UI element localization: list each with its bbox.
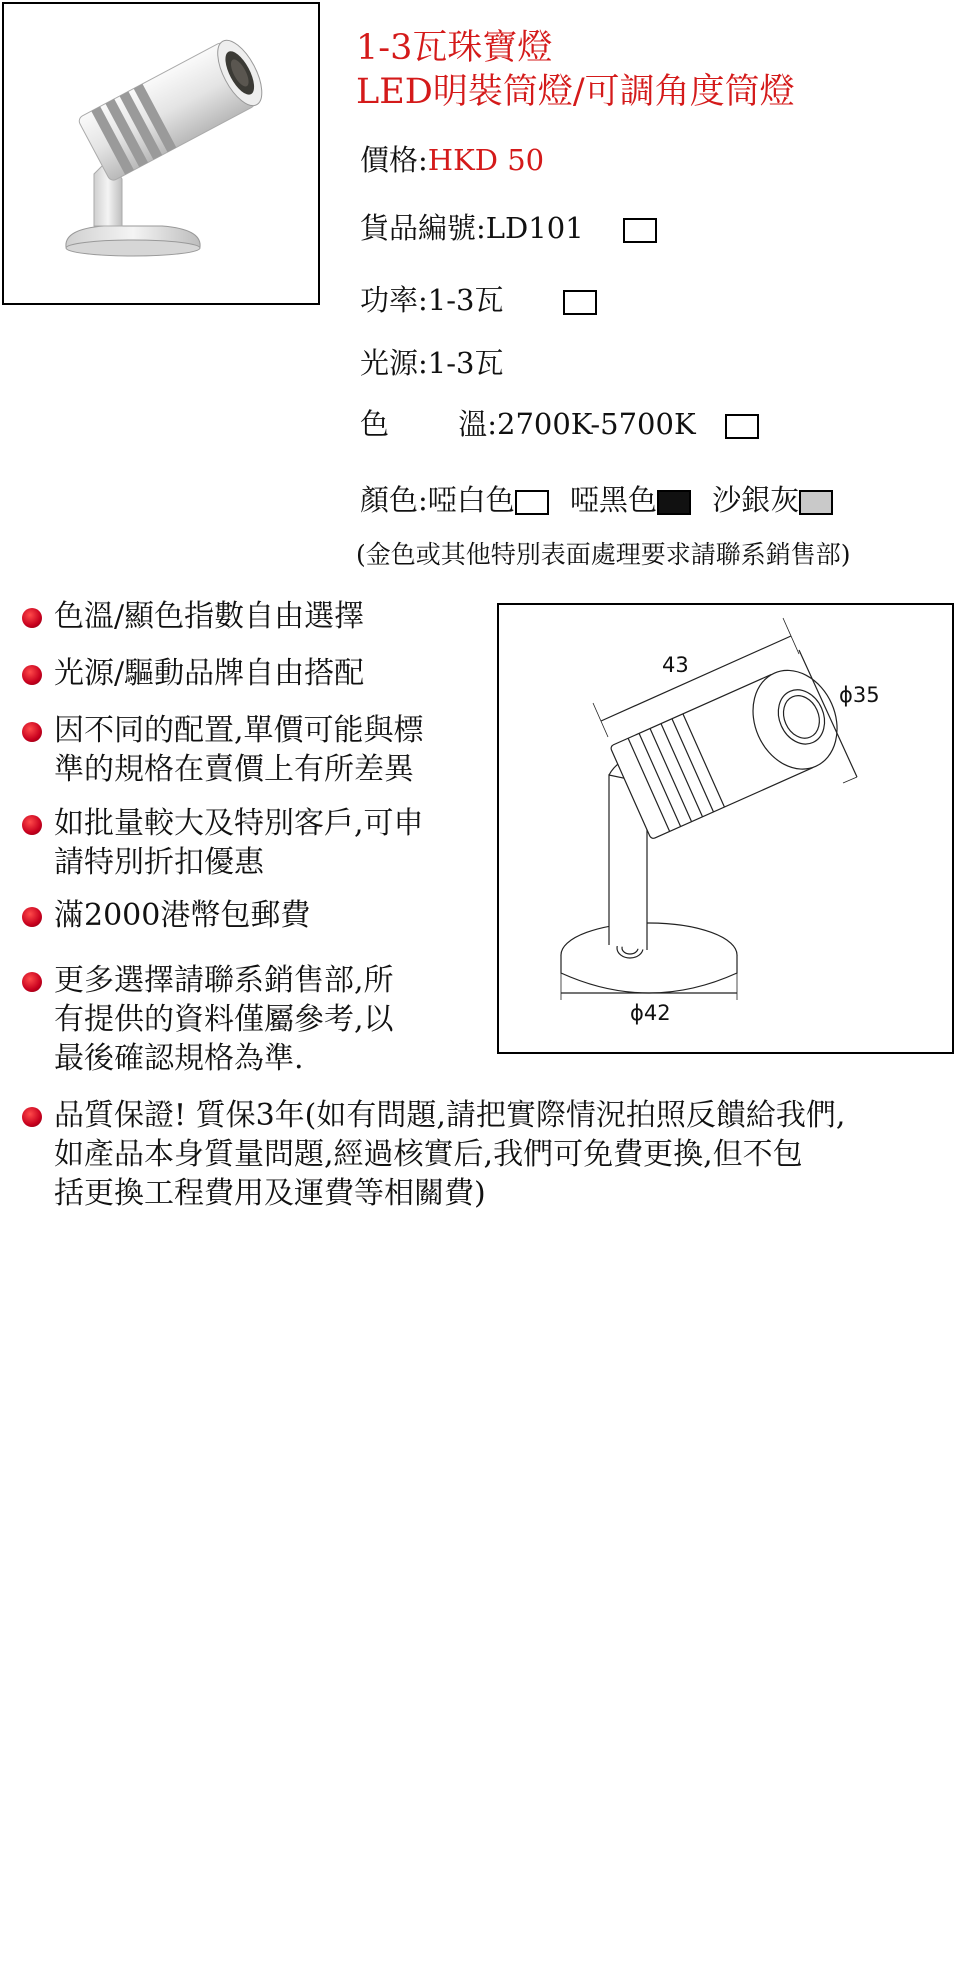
- bullet-icon: [22, 722, 42, 742]
- dimension-base-diameter-label: ϕ42: [630, 1001, 671, 1025]
- color-option-black-swatch[interactable]: [657, 490, 691, 515]
- item-number-checkbox[interactable]: [623, 218, 657, 243]
- bullet-icon: [22, 1107, 42, 1127]
- color-temp-checkbox[interactable]: [725, 414, 759, 439]
- light-source-value: 1-3瓦: [427, 346, 504, 380]
- dimension-drawing: [499, 605, 952, 1052]
- dimension-head-diameter-label: ϕ35: [839, 683, 880, 707]
- color-label: 顏色:: [360, 483, 428, 517]
- power-value: 1-3瓦: [427, 283, 504, 317]
- power-checkbox[interactable]: [563, 290, 597, 315]
- item-number-row: [360, 210, 657, 246]
- color-row: [360, 482, 833, 518]
- bullet-icon: [22, 608, 42, 628]
- bullet-icon: [22, 665, 42, 685]
- bullet-icon: [22, 815, 42, 835]
- price-label: 價格:: [360, 143, 428, 177]
- warranty-line: 如產品本身質量問題,經過核實后,我們可免費更換,但不包: [54, 1137, 803, 1172]
- surface-note: (金色或其他特別表面處理要求請聯系銷售部): [356, 540, 851, 569]
- price-row: [360, 142, 544, 178]
- product-title: 1-3瓦珠寶燈: [356, 28, 553, 68]
- color-option-gray-swatch[interactable]: [799, 490, 833, 515]
- bullet-icon: [22, 907, 42, 927]
- color-option-gray-label: 沙銀灰: [712, 483, 800, 517]
- color-option-white-label: 啞白色: [427, 483, 515, 517]
- price-value: HKD 50: [427, 143, 545, 177]
- dimension-length-label: 43: [662, 653, 689, 677]
- warranty-line: 品質保證! 質保3年(如有問題,請把實際情況拍照反饋給我們,: [54, 1098, 846, 1133]
- color-option-white-swatch[interactable]: [515, 490, 549, 515]
- power-row: [360, 282, 597, 318]
- product-photo-frame: [2, 2, 320, 305]
- product-subtitle: LED明裝筒燈/可調角度筒燈: [356, 72, 795, 112]
- light-source-label: 光源:: [360, 346, 428, 380]
- color-option-black-label: 啞黑色: [570, 483, 658, 517]
- color-temp-label: 色 溫:: [360, 407, 497, 441]
- power-label: 功率:: [360, 283, 428, 317]
- light-source-row: [360, 345, 503, 381]
- color-temp-value: 2700K-5700K: [497, 407, 696, 441]
- dimension-drawing-frame: [497, 603, 954, 1054]
- bullet-icon: [22, 972, 42, 992]
- spotlight-photo: [4, 4, 318, 303]
- warranty-line: 括更換工程費用及運費等相關費): [54, 1176, 486, 1211]
- item-number-label: 貨品編號:: [360, 211, 486, 245]
- color-temp-row: [360, 406, 759, 442]
- item-number-value: LD101: [485, 211, 584, 245]
